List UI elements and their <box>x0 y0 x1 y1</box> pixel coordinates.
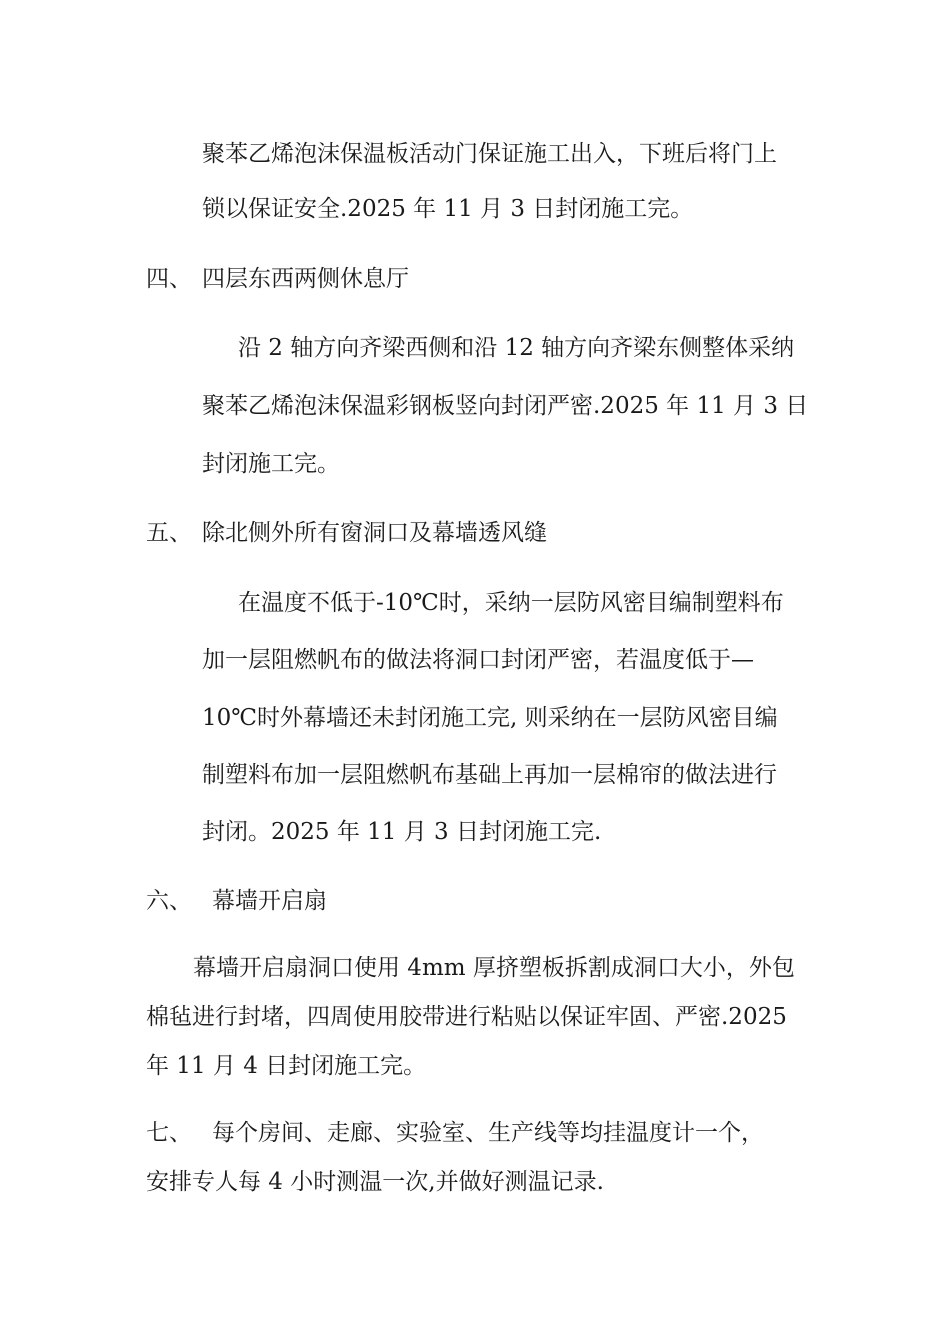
section6-line-2: 棉毡进行封堵，四周使用胶带进行粘贴以保证牢固、严密.2025 <box>146 1004 787 1030</box>
section4-line-2: 聚苯乙烯泡沫保温彩钢板竖向封闭严密.2025 年 11 月 3 日 <box>202 393 809 419</box>
section7-line-1: 每个房间、走廊、实验室、生产线等均挂温度计一个， <box>212 1120 764 1146</box>
para1-line-2: 锁以保证安全.2025 年 11 月 3 日封闭施工完。 <box>202 196 694 222</box>
section7-line-2: 安排专人每 4 小时测温一次,并做好测温记录. <box>146 1169 604 1195</box>
section4-line-3: 封闭施工完。 <box>202 451 340 477</box>
section4-line-1: 沿 2 轴方向齐梁西侧和沿 12 轴方向齐梁东侧整体采纳 <box>238 335 795 361</box>
section6-line-1: 幕墙开启扇洞口使用 4mm 厚挤塑板拆割成洞口大小，外包 <box>193 955 795 981</box>
section5-line-2: 加一层阻燃帆布的做法将洞口封闭严密，若温度低于— <box>202 647 754 673</box>
section7-number: 七、 <box>146 1120 192 1146</box>
section4-number: 四、 <box>146 266 192 292</box>
section6-line-3: 年 11 月 4 日封闭施工完。 <box>146 1053 427 1079</box>
section4-title: 四层东西两侧休息厅 <box>202 266 409 292</box>
section6-title: 幕墙开启扇 <box>212 888 327 914</box>
section5-line-3: 10℃时外幕墙还未封闭施工完, 则采纳在一层防风密目编 <box>202 705 778 731</box>
section5-title: 除北侧外所有窗洞口及幕墙透风缝 <box>202 520 547 546</box>
para1-line-1: 聚苯乙烯泡沫保温板活动门保证施工出入，下班后将门上 <box>202 141 777 167</box>
section5-line-5: 封闭。2025 年 11 月 3 日封闭施工完. <box>202 819 602 845</box>
section5-line-1: 在温度不低于-10℃时，采纳一层防风密目编制塑料布 <box>238 590 784 616</box>
section6-number: 六、 <box>146 888 192 914</box>
section5-line-4: 制塑料布加一层阻燃帆布基础上再加一层棉帘的做法进行 <box>202 762 777 788</box>
section5-number: 五、 <box>146 520 192 546</box>
